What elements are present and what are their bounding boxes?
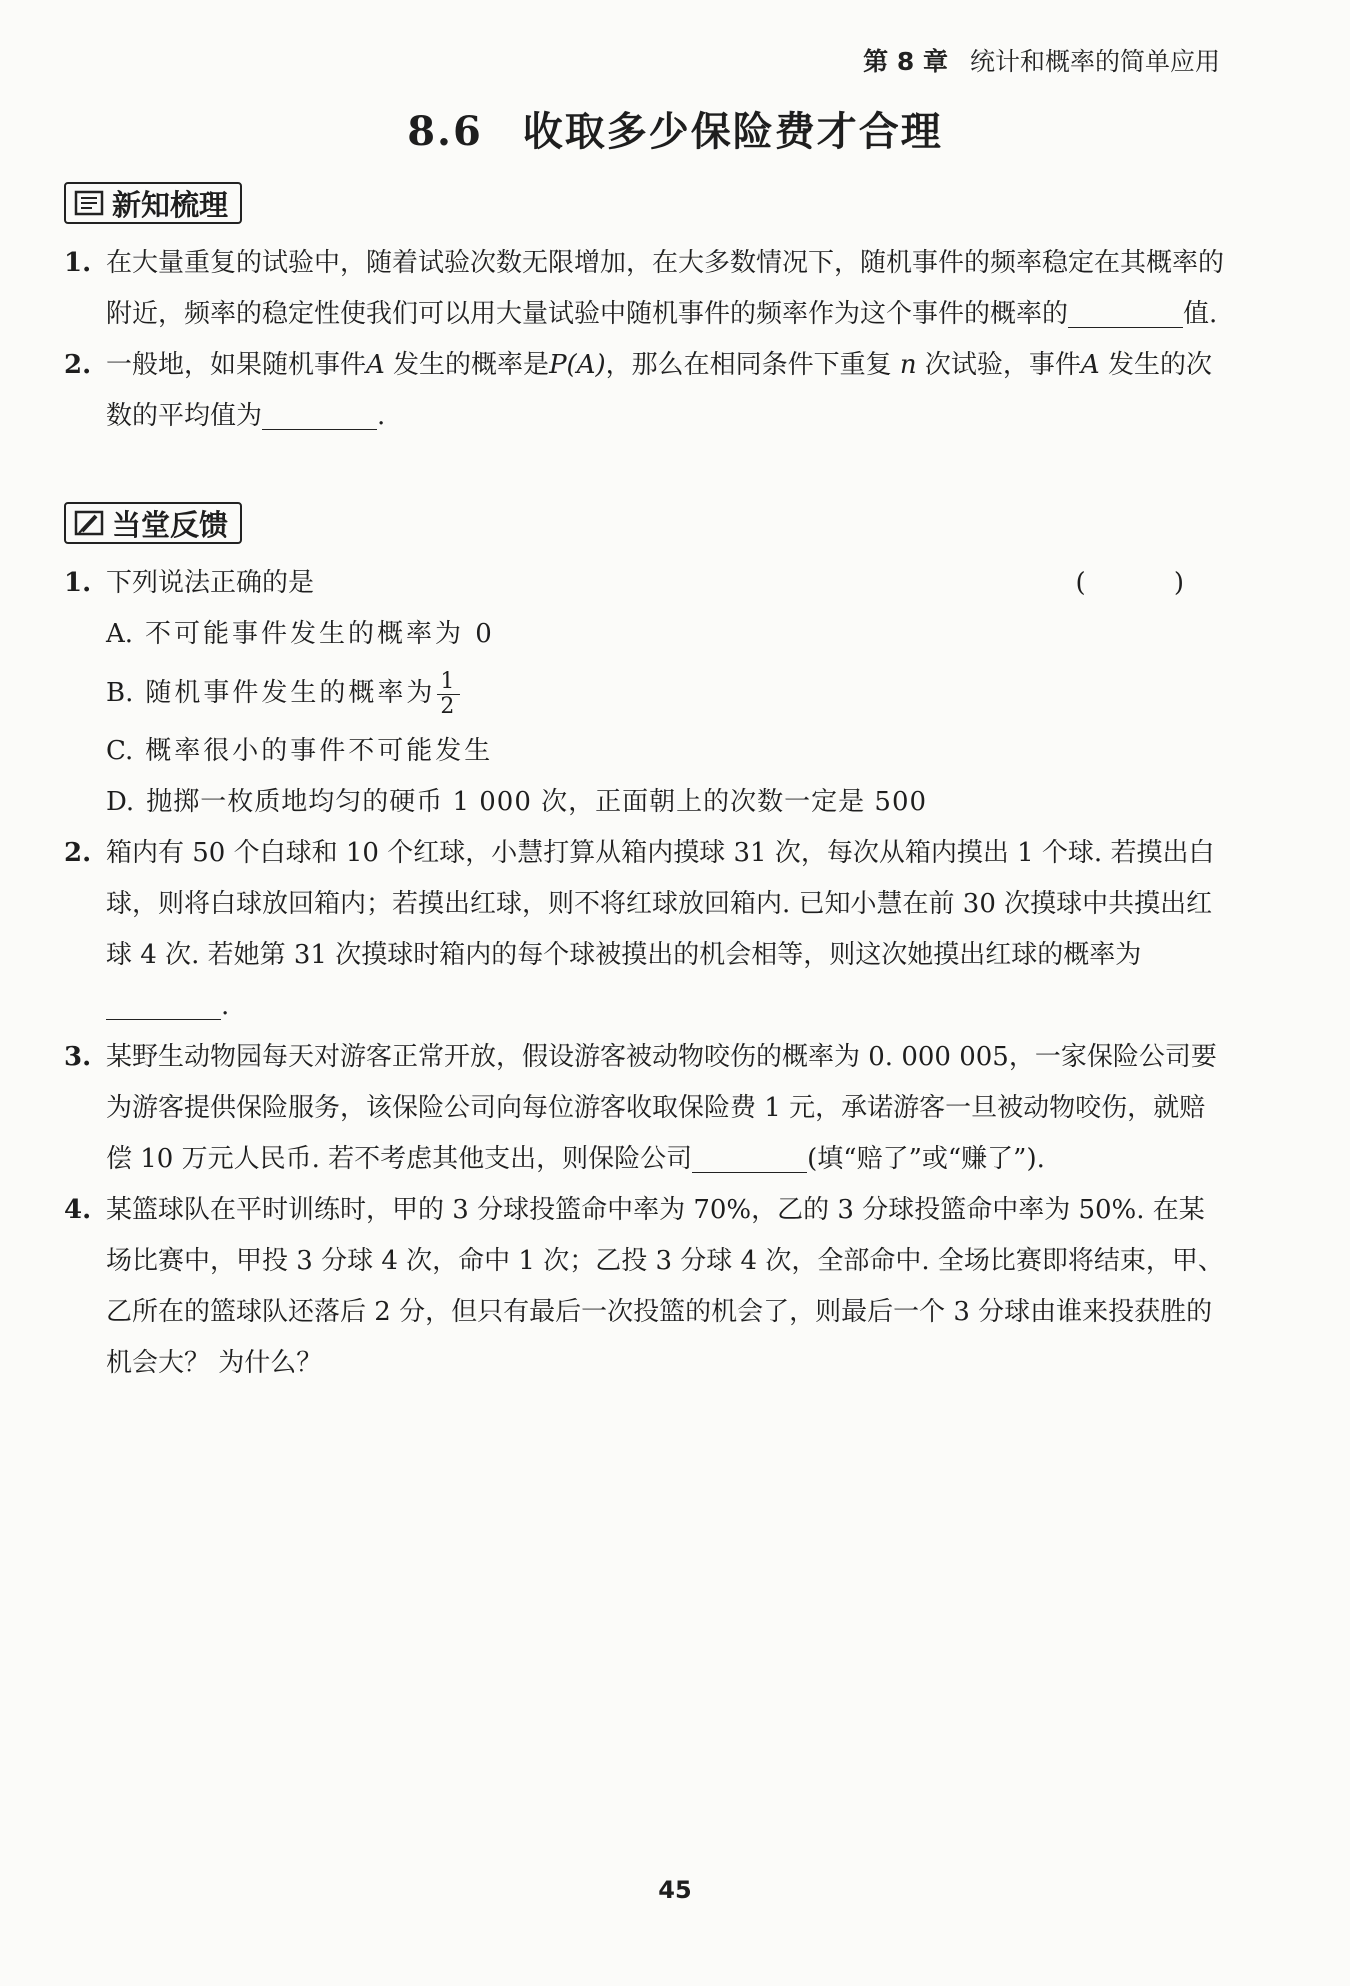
item-text: ，那么在相同条件下重复	[605, 350, 900, 380]
section-tag-feedback	[64, 502, 242, 544]
variable-p: P(A)	[549, 350, 606, 380]
question-text: 箱内有 50 个白球和 10 个红球，小慧打算从箱内摸球 31 次，每次从箱内摸出 1 个球. 若摸出白球，则将白球放回箱内；若摸出红球，则不将红球放回箱内. 已知小慧在前 30 次摸球中共摸出红球 4 次. 若她第 31 次摸球时箱内的每个球被摸出的机会相等，则这次她摸出红球的概率为	[106, 838, 1215, 970]
question-text-end: .	[221, 991, 230, 1021]
knowledge-list	[64, 238, 1224, 442]
variable-n: n	[899, 350, 917, 380]
section-title	[0, 100, 1350, 157]
item-text: 次试验，事件	[916, 350, 1081, 380]
answer-blank[interactable]	[1068, 297, 1183, 328]
pencil-note-icon	[74, 509, 104, 537]
item-number: 1.	[64, 248, 92, 278]
section-tag-label: 当堂反馈	[112, 507, 229, 542]
question-2	[64, 828, 1224, 1032]
page-number: 45	[658, 1876, 692, 1904]
item-text: 发生的次数的平均值为	[106, 350, 1212, 431]
variable-a: A	[366, 350, 385, 380]
knowledge-item-1	[64, 238, 1224, 340]
answer-blank[interactable]	[262, 399, 377, 430]
option-a[interactable]	[64, 609, 1224, 660]
question-1	[64, 558, 1224, 609]
question-3	[64, 1032, 1224, 1185]
fraction	[437, 670, 460, 719]
running-header	[863, 42, 1220, 78]
question-4	[64, 1185, 1224, 1389]
chapter-number: 第 8 章	[863, 47, 948, 76]
question-text: 某篮球队在平时训练时，甲的 3 分球投篮命中率为 70%，乙的 3 分球投篮命中率为 50%. 在某场比赛中，甲投 3 分球 4 次，命中 1 次；乙投 3 分球 4 次，全部命中. 全场比赛即将结束，甲、乙所在的篮球队还落后 2 分，但只有最后一次投篮的机会了，则最后一个 3 分球由谁来投获胜的机会大？ 为什么？	[106, 1195, 1224, 1378]
option-key: A.	[106, 619, 134, 649]
answer-parentheses[interactable]: ( )	[1075, 568, 1224, 598]
option-d[interactable]	[64, 777, 1224, 828]
question-number: 2.	[64, 838, 92, 868]
answer-blank[interactable]	[106, 989, 221, 1020]
section-tag-new-knowledge	[64, 182, 242, 224]
option-text: 随机事件发生的概率为	[145, 678, 436, 708]
option-c[interactable]	[64, 726, 1224, 777]
option-text: 不可能事件发生的概率为 0	[145, 619, 495, 649]
feedback-list	[64, 558, 1224, 1389]
section-number: 8.6	[407, 108, 483, 155]
book-icon	[74, 189, 104, 217]
section-tag-label: 新知梳理	[112, 187, 229, 222]
variable-a: A	[1080, 350, 1100, 380]
option-key: C.	[106, 736, 134, 766]
question-text-end: (填“赔了”或“赚了”).	[807, 1144, 1045, 1174]
answer-blank[interactable]	[692, 1142, 807, 1173]
option-text: 概率很小的事件不可能发生	[145, 736, 494, 766]
question-stem: 下列说法正确的是	[106, 568, 315, 598]
question-number: 1.	[64, 568, 92, 598]
knowledge-item-2	[64, 340, 1224, 442]
question-number: 3.	[64, 1042, 92, 1072]
question-text: 某野生动物园每天对游客正常开放，假设游客被动物咬伤的概率为 0. 000 005，一家保险公司要为游客提供保险服务，该保险公司向每位游客收取保险费 1 元，承诺游客一旦被动物咬伤，就赔偿 10 万元人民币. 若不考虑其他支出，则保险公司	[106, 1042, 1217, 1174]
section-title-text: 收取多少保险费才合理	[522, 108, 943, 155]
option-key: B.	[106, 678, 134, 708]
item-text: 在大量重复的试验中，随着试验次数无限增加，在大多数情况下，随机事件的频率稳定在其概率的附近，频率的稳定性使我们可以用大量试验中随机事件的频率作为这个事件的概率的	[106, 248, 1225, 329]
fraction-numerator: 1	[437, 670, 460, 695]
option-key: D.	[106, 787, 135, 817]
item-number: 2.	[64, 350, 92, 380]
option-text: 抛掷一枚质地均匀的硬币 1 000 次，正面朝上的次数一定是 500	[146, 787, 928, 817]
option-b[interactable]	[64, 660, 1224, 726]
question-number: 4.	[64, 1195, 92, 1225]
fraction-denominator: 2	[440, 693, 458, 719]
item-text-end: .	[377, 401, 386, 431]
chapter-title: 统计和概率的简单应用	[969, 47, 1220, 76]
item-text-end: 值.	[1183, 299, 1218, 329]
item-text: 发生的概率是	[384, 350, 550, 380]
item-text: 一般地，如果随机事件	[106, 350, 367, 380]
